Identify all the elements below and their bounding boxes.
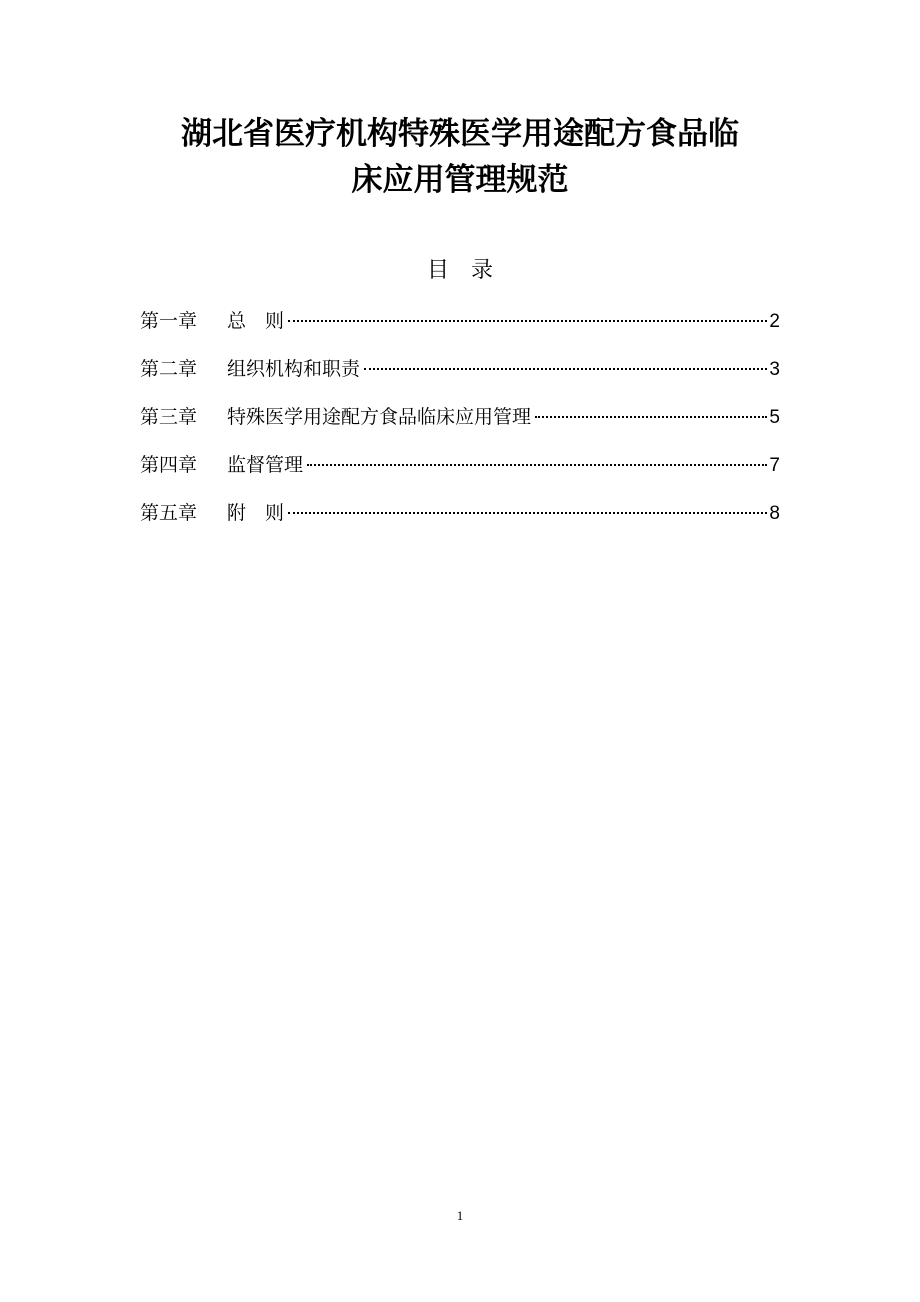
document-title-line-2: 床应用管理规范	[351, 162, 569, 198]
toc-chapter-title: 监督管理	[227, 454, 304, 476]
toc-entry-chapter-3[interactable]	[140, 400, 780, 448]
toc-page-number: 7	[769, 455, 780, 476]
table-of-contents	[140, 304, 780, 544]
toc-chapter-number: 第二章	[140, 358, 198, 380]
toc-chapter-title: 组织机构和职责	[227, 358, 361, 380]
toc-entry-chapter-1[interactable]	[140, 304, 780, 352]
toc-chapter-title: 特殊医学用途配方食品临床应用管理	[227, 406, 532, 428]
toc-entry-chapter-5[interactable]	[140, 496, 780, 544]
toc-heading	[0, 253, 920, 289]
toc-leader-dots	[364, 368, 767, 370]
toc-chapter-title: 附 则	[227, 502, 285, 524]
toc-page-number: 8	[769, 503, 780, 524]
toc-chapter-number: 第四章	[140, 454, 198, 476]
toc-heading-char-1: 目	[426, 258, 449, 283]
document-title-line-1: 湖北省医疗机构特殊医学用途配方食品临	[181, 116, 739, 152]
toc-leader-dots	[288, 512, 767, 514]
toc-leader-dots	[535, 416, 767, 418]
page-number: 1	[456, 1208, 464, 1223]
toc-entry-chapter-2[interactable]	[140, 352, 780, 400]
toc-entry-chapter-4[interactable]	[140, 448, 780, 496]
toc-page-number: 5	[769, 407, 780, 428]
toc-chapter-number: 第五章	[140, 502, 198, 524]
toc-leader-dots	[288, 320, 767, 322]
toc-page-number: 3	[769, 359, 780, 380]
toc-page-number: 2	[769, 311, 780, 332]
toc-heading-char-2: 录	[471, 258, 494, 283]
toc-chapter-title: 总 则	[227, 310, 285, 332]
toc-chapter-number: 第三章	[140, 406, 198, 428]
toc-chapter-number: 第一章	[140, 310, 198, 332]
toc-leader-dots	[307, 464, 767, 466]
